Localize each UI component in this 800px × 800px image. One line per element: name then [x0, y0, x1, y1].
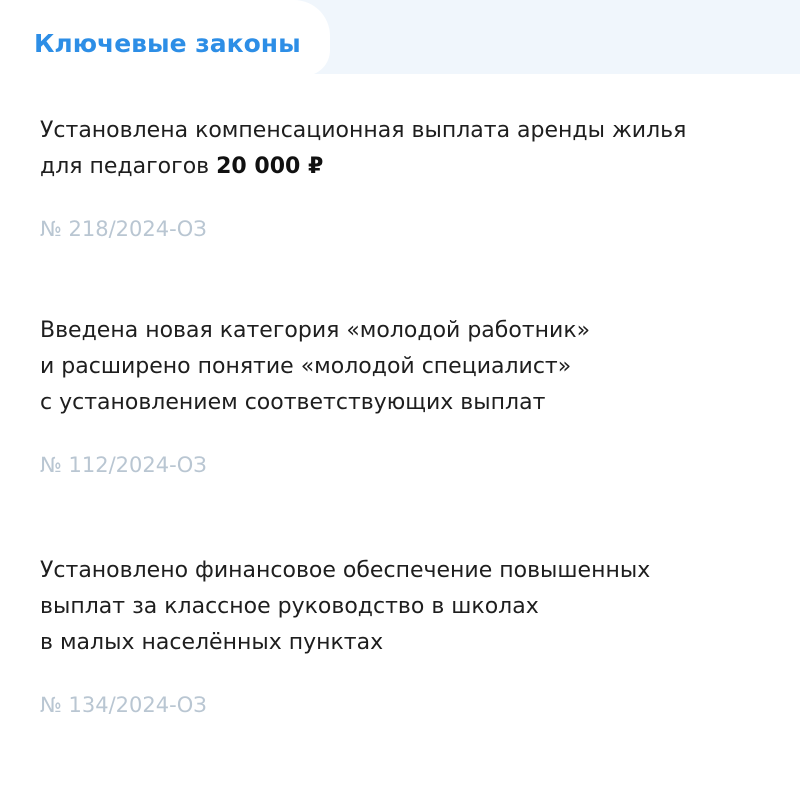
law-description-line: и расширено понятие «молодой специалист»	[40, 354, 572, 379]
law-number: № 112/2024-ОЗ	[40, 453, 207, 477]
law-description-line: выплат за классное руководство в школах	[40, 594, 539, 619]
law-description	[40, 313, 770, 421]
law-description-line	[40, 149, 770, 185]
page-title: Ключевые законы	[34, 29, 301, 58]
law-description	[40, 553, 770, 661]
law-number: № 218/2024-ОЗ	[40, 217, 207, 241]
law-amount: 20 000 ₽	[216, 154, 324, 179]
law-description-line: Установлена компенсационная выплата аренды жилья	[40, 118, 687, 143]
law-description-line: Установлено финансовое обеспечение повышенных	[40, 558, 651, 583]
law-description-line: Введена новая категория «молодой работник»	[40, 318, 591, 343]
law-description-text: для педагогов	[40, 154, 210, 179]
law-description-line: в малых населённых пунктах	[40, 630, 384, 655]
law-number: № 134/2024-ОЗ	[40, 693, 207, 717]
law-item	[40, 553, 770, 719]
law-item	[40, 113, 770, 243]
law-description	[40, 113, 770, 185]
law-description-line: с установлением соответствующих выплат	[40, 390, 546, 415]
law-item	[40, 313, 770, 479]
